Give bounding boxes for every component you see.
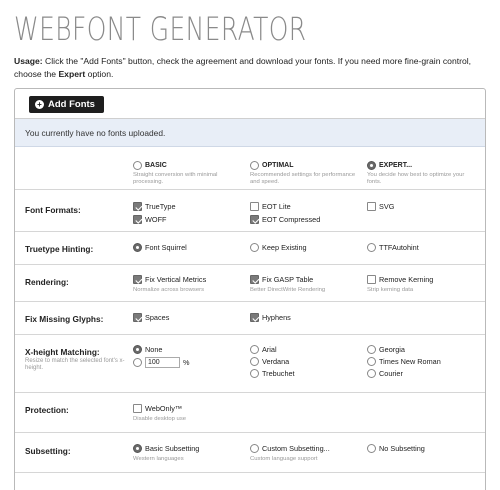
xheight-none-radio[interactable] — [133, 345, 142, 354]
glyph-spaces-label: Spaces — [145, 313, 170, 322]
add-fonts-label: Add Fonts — [48, 99, 95, 110]
render-fix-vertical-metrics-label: Fix Vertical Metrics — [145, 275, 207, 284]
xheight-georgia-label: Georgia — [379, 345, 405, 354]
hinting-ttfautohint[interactable] — [367, 243, 419, 252]
add-fonts-button[interactable] — [29, 96, 104, 113]
mode-row — [15, 148, 485, 190]
xheight-percent-input[interactable]: 100 — [145, 357, 180, 368]
rendering-row — [15, 265, 485, 302]
render-fix-vertical-metrics-desc: Normalize across browsers — [133, 287, 205, 293]
format-eot-lite[interactable] — [250, 202, 291, 211]
mode-optimal-desc: Recommended settings for performance and speed. — [250, 172, 356, 185]
xheight-arial-label: Arial — [262, 345, 277, 354]
subsetting-row — [15, 433, 485, 473]
xheight-arial[interactable] — [250, 345, 277, 354]
hinting-ttfautohint-radio[interactable] — [367, 243, 376, 252]
glyph-hyphens-checkbox[interactable] — [250, 313, 259, 322]
glyph-hyphens-label: Hyphens — [262, 313, 291, 322]
protection-row — [15, 393, 485, 433]
glyph-spaces-checkbox[interactable] — [133, 313, 142, 322]
page-title: WEBFONT GENERATOR — [14, 10, 307, 48]
subset-none-label: No Subsetting — [379, 444, 425, 453]
x-height-desc: Resize to match the selected font's x-height. — [25, 358, 125, 371]
render-remove-kerning-checkbox[interactable] — [367, 275, 376, 284]
protection-webonly[interactable] — [133, 404, 182, 413]
mode-expert-desc: You decide how best to optimize your fonts. — [367, 172, 465, 185]
missing-glyphs-label: Fix Missing Glyphs: — [25, 314, 104, 324]
glyph-spaces[interactable] — [133, 313, 169, 322]
xheight-none[interactable] — [133, 345, 162, 354]
render-fix-vertical-metrics-checkbox[interactable] — [133, 275, 142, 284]
render-remove-kerning-desc: Strip kerning data — [367, 287, 414, 293]
xheight-georgia[interactable] — [367, 345, 405, 354]
rendering-label: Rendering: — [25, 277, 69, 287]
no-fonts-notice: You currently have no fonts uploaded. — [15, 119, 485, 147]
usage-expert: Expert — [58, 69, 86, 79]
mode-basic-desc: Straight conversion with minimal processing. — [133, 172, 218, 185]
render-fix-vertical-metrics[interactable] — [133, 275, 206, 284]
truetype-hinting-row — [15, 232, 485, 265]
x-height-row — [15, 335, 485, 393]
mode-optimal-label: OPTIMAL — [262, 162, 294, 169]
subset-custom-label: Custom Subsetting... — [262, 444, 330, 453]
subset-custom-desc: Custom language support — [250, 456, 318, 462]
xheight-times-new-roman[interactable] — [367, 357, 441, 366]
format-woff[interactable] — [133, 215, 166, 224]
hinting-keep-existing-radio[interactable] — [250, 243, 259, 252]
xheight-trebuchet-label: Trebuchet — [262, 369, 295, 378]
format-eot-lite-label: EOT Lite — [262, 202, 291, 211]
xheight-courier-radio[interactable] — [367, 369, 376, 378]
protection-webonly-label: WebOnly™ — [145, 404, 183, 413]
missing-glyphs-row — [15, 302, 485, 335]
format-truetype-checkbox[interactable] — [133, 202, 142, 211]
render-fix-gasp-table[interactable] — [250, 275, 313, 284]
xheight-times-new-roman-label: Times New Roman — [379, 357, 441, 366]
mode-expert-label: EXPERT... — [379, 162, 413, 169]
format-eot-lite-checkbox[interactable] — [250, 202, 259, 211]
plus-icon: + — [35, 100, 44, 109]
format-woff-label: WOFF — [145, 215, 167, 224]
format-eot-compressed[interactable] — [250, 215, 320, 224]
xheight-percent-radio[interactable] — [133, 358, 142, 367]
subset-custom-radio[interactable] — [250, 444, 259, 453]
mode-expert[interactable] — [367, 161, 412, 170]
panel-toolbar — [15, 89, 485, 119]
xheight-times-new-roman-radio[interactable] — [367, 357, 376, 366]
truetype-hinting-label: Truetype Hinting: — [25, 244, 94, 254]
format-truetype[interactable] — [133, 202, 176, 211]
usage-text: Click the "Add Fonts" button, check the agreement and download your fonts. If you need more fine-grain control, choose the — [14, 56, 472, 79]
format-svg-checkbox[interactable] — [367, 202, 376, 211]
hinting-keep-existing-label: Keep Existing — [262, 243, 307, 252]
font-formats-label: Font Formats: — [25, 205, 81, 215]
subset-custom[interactable] — [250, 444, 330, 453]
xheight-trebuchet[interactable] — [250, 369, 295, 378]
hinting-font-squirrel-label: Font Squirrel — [145, 243, 187, 252]
usage-tail: option. — [85, 69, 114, 79]
subset-basic-label: Basic Subsetting — [145, 444, 200, 453]
subset-none-radio[interactable] — [367, 444, 376, 453]
glyph-hyphens[interactable] — [250, 313, 291, 322]
x-height-label: X-height Matching: — [25, 347, 100, 357]
xheight-trebuchet-radio[interactable] — [250, 369, 259, 378]
hinting-font-squirrel-radio[interactable] — [133, 243, 142, 252]
mode-basic[interactable] — [133, 161, 167, 170]
xheight-verdana-radio[interactable] — [250, 357, 259, 366]
xheight-verdana-label: Verdana — [262, 357, 290, 366]
subset-basic-radio[interactable] — [133, 444, 142, 453]
render-remove-kerning-label: Remove Kerning — [379, 275, 434, 284]
format-eot-compressed-label: EOT Compressed — [262, 215, 321, 224]
subset-basic[interactable] — [133, 444, 199, 453]
format-eot-compressed-checkbox[interactable] — [250, 215, 259, 224]
xheight-percent-unit: % — [183, 358, 190, 367]
xheight-percent[interactable] — [133, 357, 190, 368]
hinting-font-squirrel[interactable] — [133, 243, 187, 252]
xheight-georgia-radio[interactable] — [367, 345, 376, 354]
mode-basic-radio[interactable] — [133, 161, 142, 170]
render-fix-gasp-table-desc: Better DirectWrite Rendering — [250, 287, 326, 293]
hinting-ttfautohint-label: TTFAutohint — [379, 243, 419, 252]
mode-optimal[interactable] — [250, 161, 294, 170]
format-truetype-label: TrueType — [145, 202, 176, 211]
generator-panel — [14, 88, 486, 490]
mode-basic-label: BASIC — [145, 162, 167, 169]
mode-optimal-radio[interactable] — [250, 161, 259, 170]
subset-none[interactable] — [367, 444, 425, 453]
xheight-courier[interactable] — [367, 369, 403, 378]
xheight-verdana[interactable] — [250, 357, 289, 366]
xheight-courier-label: Courier — [379, 369, 403, 378]
font-formats-row — [15, 190, 485, 232]
mode-expert-radio[interactable] — [367, 161, 376, 170]
format-svg-label: SVG — [379, 202, 395, 211]
subsetting-label: Subsetting: — [25, 446, 71, 456]
subset-basic-desc: Western languages — [133, 456, 184, 462]
protection-label: Protection: — [25, 405, 69, 415]
xheight-arial-radio[interactable] — [250, 345, 259, 354]
hinting-keep-existing[interactable] — [250, 243, 307, 252]
protection-webonly-desc: Disable desktop use — [133, 416, 187, 422]
render-fix-gasp-table-checkbox[interactable] — [250, 275, 259, 284]
usage-instructions — [14, 55, 490, 81]
render-fix-gasp-table-label: Fix GASP Table — [262, 275, 314, 284]
usage-label: Usage: — [14, 56, 43, 66]
format-svg[interactable] — [367, 202, 394, 211]
protection-webonly-checkbox[interactable] — [133, 404, 142, 413]
format-woff-checkbox[interactable] — [133, 215, 142, 224]
render-remove-kerning[interactable] — [367, 275, 433, 284]
xheight-none-label: None — [145, 345, 163, 354]
